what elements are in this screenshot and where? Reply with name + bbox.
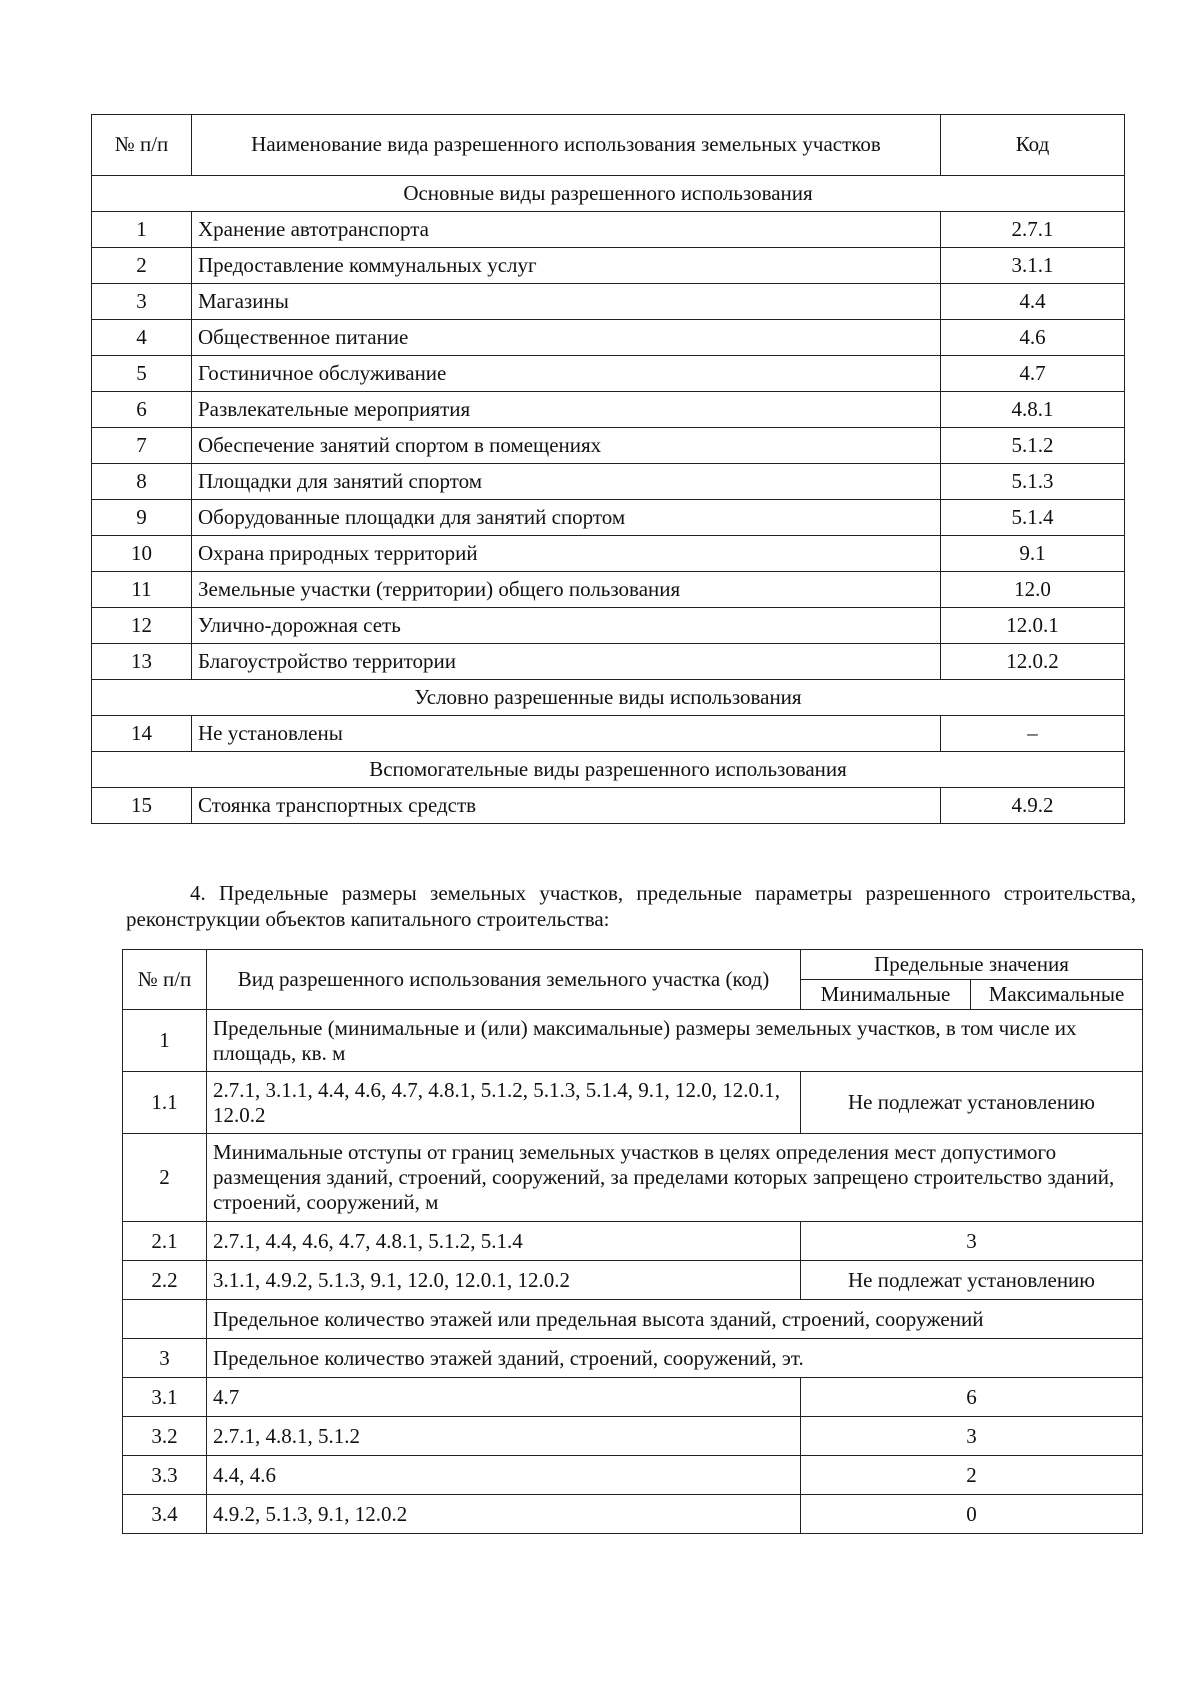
table-row: 11 Земельные участки (территории) общего пользования 12.0	[92, 572, 1125, 608]
table-row: 2 Предоставление коммунальных услуг 3.1.1	[92, 248, 1125, 284]
table-row: 2 Минимальные отступы от границ земельных участков в целях определения мест допустимого размещения зданий, строений, сооружений, за пределами которых запрещено строительство зданий, строений, сооружений, м	[123, 1134, 1143, 1222]
table1-header-row	[92, 115, 1125, 176]
table-row: 3.2 2.7.1, 4.8.1, 5.1.2 3	[123, 1417, 1143, 1456]
table-row: 2.2 3.1.1, 4.9.2, 5.1.3, 9.1, 12.0, 12.0.1, 12.0.2 Не подлежат установлению	[123, 1261, 1143, 1300]
table-row: Предельное количество этажей или предельная высота зданий, строений, сооружений	[123, 1300, 1143, 1339]
table-row: 9 Оборудованные площадки для занятий спортом 5.1.4	[92, 500, 1125, 536]
table-row: 4 Общественное питание 4.6	[92, 320, 1125, 356]
section-auxiliary: Вспомогательные виды разрешенного использования	[92, 752, 1125, 788]
limits-table	[122, 949, 1143, 1534]
table-row: 12 Улично-дорожная сеть 12.0.1	[92, 608, 1125, 644]
table-row: 3 Предельное количество этажей зданий, строений, сооружений, эт.	[123, 1339, 1143, 1378]
table-row: 3 Магазины 4.4	[92, 284, 1125, 320]
header-kind: Вид разрешенного использования земельного участка (код)	[207, 950, 801, 1010]
table-row: 8 Площадки для занятий спортом 5.1.3	[92, 464, 1125, 500]
table-row: 1 Предельные (минимальные и (или) максимальные) размеры земельных участков, в том числе их площадь, кв. м	[123, 1010, 1143, 1072]
header-code: Код	[941, 115, 1125, 176]
table-row: 15 Стоянка транспортных средств 4.9.2	[92, 788, 1125, 824]
table-row: 5 Гостиничное обслуживание 4.7	[92, 356, 1125, 392]
table-row: 6 Развлекательные мероприятия 4.8.1	[92, 392, 1125, 428]
land-use-types-table	[91, 114, 1125, 824]
header-name: Наименование вида разрешенного использования земельных участков	[192, 115, 941, 176]
table-row: 10 Охрана природных территорий 9.1	[92, 536, 1125, 572]
header-min: Минимальные	[801, 980, 971, 1010]
table-row: 3.4 4.9.2, 5.1.3, 9.1, 12.0.2 0	[123, 1495, 1143, 1534]
table-row: 3.3 4.4, 4.6 2	[123, 1456, 1143, 1495]
table-row: 1 Хранение автотранспорта 2.7.1	[92, 212, 1125, 248]
table-row: 13 Благоустройство территории 12.0.2	[92, 644, 1125, 680]
table-row: 1.1 2.7.1, 3.1.1, 4.4, 4.6, 4.7, 4.8.1, 5.1.2, 5.1.3, 5.1.4, 9.1, 12.0, 12.0.1, 12.0.2 Не подлежат установлению	[123, 1072, 1143, 1134]
section-main: Основные виды разрешенного использования	[92, 176, 1125, 212]
table-row: 7 Обеспечение занятий спортом в помещениях 5.1.2	[92, 428, 1125, 464]
table-row: 14 Не установлены –	[92, 716, 1125, 752]
table-row: 3.1 4.7 6	[123, 1378, 1143, 1417]
header-max: Максимальные	[971, 980, 1143, 1010]
paragraph-limits: 4. Предельные размеры земельных участков, предельные параметры разрешенного строительства, реконструкции объектов капитального строительства:	[126, 881, 1136, 931]
header-num: № п/п	[123, 950, 207, 1010]
table2-header-row	[123, 950, 1143, 980]
table-row: 2.1 2.7.1, 4.4, 4.6, 4.7, 4.8.1, 5.1.2, 5.1.4 3	[123, 1222, 1143, 1261]
header-num: № п/п	[92, 115, 192, 176]
header-limits: Предельные значения	[801, 950, 1143, 980]
section-conditional: Условно разрешенные виды использования	[92, 680, 1125, 716]
